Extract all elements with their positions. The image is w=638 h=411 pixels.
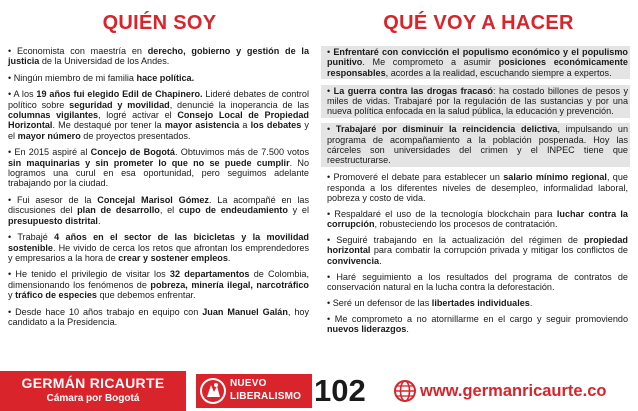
item-text: • Haré seguimiento a los resultados del programa de contratos de conservación natural en la lucha contra la deforestación. [327, 271, 628, 293]
what-i-will-do-item [327, 172, 628, 203]
what-i-will-do-item [321, 123, 630, 167]
item-text: • He tenido el privilegio de visitar los [8, 269, 170, 280]
bold-text: nuevos liderazgos [327, 324, 407, 335]
item-text: Lideré debates de control político sobre [8, 89, 309, 110]
bold-text: pobreza, minería ilegal, narcotráfico [150, 279, 309, 290]
bold-text: presupuesto distrital [8, 215, 98, 226]
item-text: • [327, 124, 336, 135]
who-am-i-item [8, 232, 309, 263]
bold-text: Concejo de Bogotá [90, 147, 175, 158]
item-text: • Seré un defensor de las [327, 297, 432, 308]
item-text: • [327, 85, 334, 96]
bold-text: Trabajaré por disminuir la reincidencia delictiva [335, 124, 558, 135]
item-text: • Ningún miembro de mi familia [8, 72, 137, 83]
item-text: • Seguiré trabajando en la actualización del régimen de [327, 235, 585, 246]
candidate-role: Cámara por Bogotá [46, 393, 140, 404]
bold-text: convivencia [327, 255, 380, 266]
party-name-line2: LIBERALISMO [230, 390, 302, 402]
what-i-will-do-title: QUÉ VOY A HACER [383, 12, 574, 34]
item-text: . [379, 255, 382, 266]
what-i-will-do-item [321, 46, 630, 79]
item-text: , el [159, 205, 179, 216]
item-text: . [227, 252, 231, 263]
bold-text: propiedad horizontal [327, 235, 628, 256]
what-i-will-do-item [321, 85, 630, 118]
website-block [388, 371, 638, 411]
bold-text: libertades individuales [431, 297, 530, 308]
candidate-block [0, 371, 186, 411]
item-text: , impulsando un programa de acompañamiento a la población pospenada. Hoy las cárceles son universidades del crimen y el INPEC tiene que reestructurarse. [327, 124, 628, 166]
bold-text: posiciones económicamente responsables [327, 57, 628, 78]
item-text: • Trabajé [8, 232, 55, 243]
bold-text: derecho, gobierno y gestión de la justicia [8, 46, 309, 67]
who-am-i-item [8, 46, 309, 67]
bold-text: Juan Manuel Galán [202, 306, 288, 317]
what-i-will-do-item [327, 235, 628, 266]
bold-text: Consejo Local de Propiedad Horizontal [8, 110, 309, 131]
party-name-line1: NUEVO [230, 378, 267, 389]
footer-bar [0, 371, 638, 411]
bold-text: La guerra contra las drogas fracasó [333, 85, 493, 96]
who-am-i-list [8, 46, 309, 333]
bold-text: Concejal Marisol Gómez [97, 194, 209, 205]
what-i-will-do-item [327, 298, 628, 308]
item-text: de proyectos presentados. [80, 130, 191, 141]
what-i-will-do-column [319, 0, 638, 335]
what-i-will-do-item [327, 314, 628, 335]
bold-text: mayor número [17, 130, 81, 141]
item-text: • A los [8, 89, 37, 100]
bold-text: mayor asistencia [164, 120, 240, 131]
bold-text: Enfrentaré con convicción el populismo económico y el populismo punitivo [327, 47, 628, 68]
item-text: de Colombia, dimensionando los fenómenos de [8, 269, 309, 290]
item-text: . [406, 324, 409, 335]
what-i-will-do-list [327, 46, 628, 340]
item-text: . No logramos una curul en esa oportunidad, pero seguimos adelante trabajando por la ciudad. [8, 157, 309, 189]
item-text: . Me destaqué por tener la [52, 120, 165, 131]
item-text: y [8, 290, 16, 301]
party-block [186, 371, 388, 411]
bold-text: 19 años fui elegido Edil de Chapinero. [36, 89, 203, 100]
item-text: , acordes a la realidad, escuchando siempre a expertos. [385, 67, 612, 78]
globe-icon [394, 380, 416, 402]
item-text: . He vivido de cerca los retos que afrontan los emprendedores y empresarios a la hora de [8, 242, 309, 263]
item-text: • Desde hace 10 años trabajo en equipo con [8, 306, 203, 317]
item-text: , logré activar el [98, 110, 178, 121]
item-text: para combatir la corrupción privada y mitigar los conflictos de [370, 245, 628, 256]
who-am-i-item [8, 73, 309, 83]
bold-text: columnas vigilantes [8, 110, 99, 121]
item-text: que debemos enfrentar. [96, 290, 196, 301]
candidate-name: GERMÁN RICAURTE [21, 375, 165, 391]
item-text: . Me comprometo a asumir [362, 57, 499, 68]
bold-text: los debates [250, 120, 302, 131]
who-am-i-title: QUIÉN SOY [102, 12, 217, 34]
who-am-i-item [8, 269, 309, 300]
party-name [230, 378, 301, 403]
item-text: y el [8, 120, 309, 141]
item-text: • Fui asesor de la [8, 194, 98, 205]
item-text: : ha costado billones de pesos y miles de vidas. Trabajaré por la regulación de las sustancias y por una nueva política enfocada en la salud pública, la educación y prevención. [327, 85, 629, 117]
bold-text: crear y sostener empleos [118, 252, 228, 263]
item-text: y el [287, 205, 309, 216]
item-text: • Economista con maestría en [8, 46, 148, 56]
item-text: de la Universidad de los Andes. [39, 56, 170, 67]
who-am-i-item [8, 89, 309, 141]
item-text: • Me comprometo a no atornillarme en el cargo y seguir promoviendo [327, 313, 628, 324]
bold-text: tráfico de especies [15, 290, 97, 301]
item-text: • Respaldaré el uso de la tecnología blockchain para [327, 208, 557, 219]
who-am-i-item [8, 147, 309, 189]
item-text: • [327, 47, 334, 57]
party-badge [196, 374, 312, 408]
item-text: . [97, 215, 101, 226]
bold-text: cupo de endeudamiento [178, 205, 288, 216]
item-text: • Promoveré el debate para establecer un [327, 172, 504, 183]
item-text: , denuncié la inoperancia de las [169, 99, 309, 110]
who-am-i-item [8, 307, 309, 328]
bold-text: hace política. [136, 72, 195, 83]
party-logo-icon [199, 377, 227, 405]
who-am-i-item [8, 195, 309, 226]
bold-text: 4 años en el sector de las bicicletas y la movilidad sostenible [8, 232, 309, 253]
bold-text: salario mínimo regional [503, 172, 607, 183]
item-text: a [239, 120, 251, 131]
item-text: . Obtuvimos más de 7.500 votos [174, 147, 310, 158]
item-text: , que responda a los diferentes niveles de desempleo, informalidad laboral, pobreza y costo de vida. [327, 172, 628, 204]
item-text: • En 2015 aspiré al [8, 147, 91, 158]
list-number: 102 [314, 373, 366, 408]
item-text: . La acompañé en las discusiones del [8, 194, 309, 216]
item-text: , robusteciendo los procesos de contratación. [374, 219, 558, 230]
website-link[interactable]: www.germanricaurte.co [420, 382, 607, 400]
what-i-will-do-item [327, 209, 628, 230]
bold-text: seguridad y movilidad [69, 99, 170, 110]
bold-text: plan de desarrollo [77, 205, 160, 216]
what-i-will-do-item [327, 272, 628, 293]
item-text: . [529, 297, 533, 308]
who-am-i-column [0, 0, 319, 327]
item-text: , hoy candidato a la Presidencia. [8, 306, 310, 327]
bold-text: sin maquinarias y sin prometer lo que no se puede cumplir [8, 157, 290, 168]
bold-text: 32 departamentos [169, 269, 250, 280]
bold-text: luchar contra la corrupción [327, 208, 628, 230]
